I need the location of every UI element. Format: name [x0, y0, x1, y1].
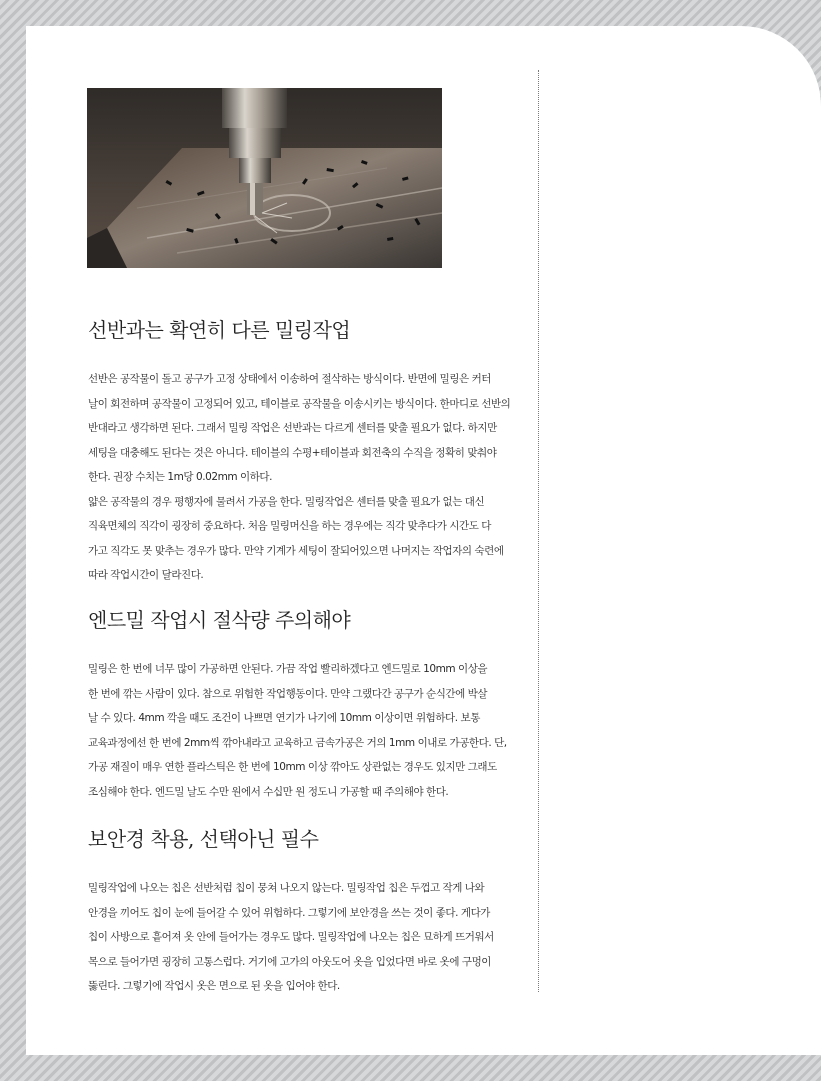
text-line: 가공 재질이 매우 연한 플라스틱은 한 번에 10mm 이상 깎아도 상관없는 경우도 있지만 그래도 — [88, 761, 497, 773]
text-line: 세팅을 대충해도 된다는 것은 아니다. 테이블의 수평+테이블과 회전축의 수직을 정확히 맞춰야 — [88, 446, 497, 459]
section-body — [88, 657, 528, 804]
milling-machine-illustration — [87, 88, 442, 268]
section-heading: 선반과는 확연히 다른 밀링작업 — [88, 318, 351, 342]
article-page — [26, 26, 821, 1055]
text-line: 따라 작업시간이 달라진다. — [88, 569, 204, 581]
text-line: 날이 회전하며 공작물이 고정되어 있고, 테이블로 공작물을 이송시키는 방식이다. 한마디로 선반의 — [88, 397, 511, 410]
text-line: 교육과정에선 한 번에 2mm씩 깎아내라고 교육하고 금속가공은 거의 1mm 이내로 가공한다. 단, — [88, 736, 507, 749]
section-body — [88, 876, 528, 999]
section-endmill-cutting — [88, 604, 528, 804]
text-line: 밀링은 한 번에 너무 많이 가공하면 안된다. 가끔 작업 빨리하겠다고 엔드밀로 10mm 이상을 — [88, 663, 488, 675]
text-line: 안경을 끼어도 칩이 눈에 들어갈 수 있어 위험하다. 그렇기에 보안경을 쓰는 것이 좋다. 게다가 — [88, 906, 490, 919]
text-line: 한 번에 깎는 사람이 있다. 참으로 위험한 작업행동이다. 만약 그랬다간 공구가 순식간에 박살 — [88, 687, 488, 700]
text-line: 목으로 들어가면 굉장히 고통스럽다. 거기에 고가의 아웃도어 옷을 입었다면 바로 옷에 구멍이 — [88, 955, 491, 968]
column-divider — [538, 70, 539, 992]
section-heading: 보안경 착용, 선택아닌 필수 — [88, 827, 319, 851]
text-line: 반대라고 생각하면 된다. 그래서 밀링 작업은 선반과는 다르게 센터를 맞출 필요가 없다. 하지만 — [88, 422, 497, 434]
text-line: 뚫린다. 그렇기에 작업시 옷은 면으로 된 옷을 입어야 한다. — [88, 980, 340, 992]
text-line: 선반은 공작물이 돌고 공구가 고정 상태에서 이송하여 절삭하는 방식이다. 반면에 밀링은 커터 — [88, 373, 491, 385]
section-safety-goggles — [88, 823, 528, 999]
text-line: 한다. 권장 수치는 1m당 0.02mm 이하다. — [88, 471, 272, 483]
text-line: 날 수 있다. 4mm 깍을 때도 조건이 나쁘면 연기가 나기에 10mm 이상이면 위험하다. 보통 — [88, 712, 480, 724]
section-milling-vs-lathe — [88, 314, 528, 588]
text-line: 직육면체의 직각이 굉장히 중요하다. 처음 밀링머신을 하는 경우에는 직각 맞추다가 시간도 다 — [88, 520, 491, 532]
text-line: 칩이 사방으로 흩어져 옷 안에 들어가는 경우도 많다. 밀링작업에 나오는 칩은 묘하게 뜨거워서 — [88, 931, 494, 943]
milling-photo — [87, 88, 442, 268]
text-line: 얇은 공작물의 경우 평행자에 물려서 가공을 한다. 밀링작업은 센터를 맞출 필요가 없는 대신 — [88, 495, 485, 508]
text-line: 밀링작업에 나오는 칩은 선반처럼 칩이 뭉쳐 나오지 않는다. 밀링작업 칩은 두껍고 작게 나와 — [88, 882, 485, 894]
text-line: 가고 직각도 못 맞추는 경우가 많다. 만약 기계가 세팅이 잘되어있으면 나머지는 작업자의 숙련에 — [88, 544, 504, 557]
text-line: 조심해야 한다. 엔드밀 날도 수만 원에서 수십만 원 정도니 가공할 때 주의해야 한다. — [88, 785, 449, 798]
section-heading: 엔드밀 작업시 절삭량 주의해야 — [88, 608, 351, 632]
section-body — [88, 367, 528, 588]
